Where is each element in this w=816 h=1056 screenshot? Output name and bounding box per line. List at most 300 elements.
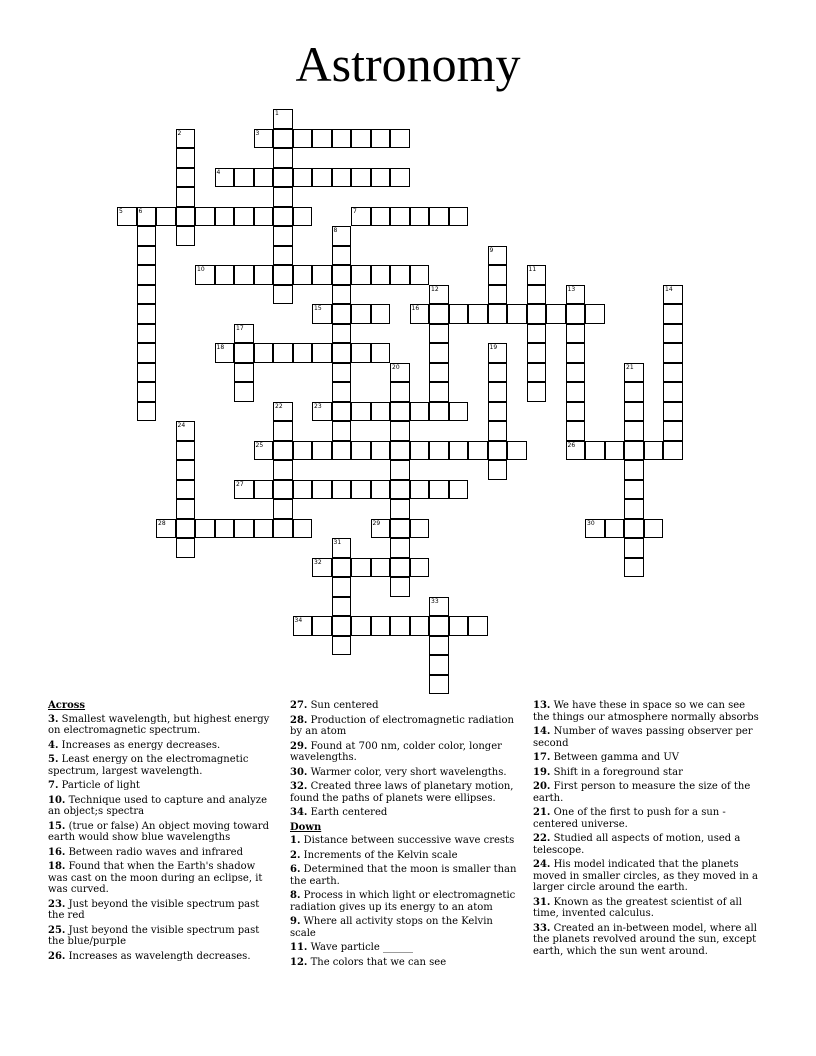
down-clue <box>533 700 763 723</box>
grid-cell[interactable] <box>663 304 683 324</box>
grid-cell[interactable] <box>215 207 235 227</box>
clue-number-label: 12 <box>431 285 439 293</box>
clue-number: 31. <box>533 896 551 908</box>
across-clue <box>48 951 278 963</box>
grid-cell[interactable] <box>234 363 254 383</box>
grid-cell[interactable] <box>390 499 410 519</box>
grid-cell[interactable] <box>449 207 469 227</box>
grid-cell[interactable] <box>254 343 274 363</box>
grid-cell[interactable] <box>429 382 449 402</box>
grid-cell[interactable] <box>176 129 196 149</box>
grid-cell[interactable] <box>390 168 410 188</box>
grid-cell[interactable] <box>312 129 332 149</box>
grid-cell[interactable] <box>312 265 332 285</box>
grid-cell[interactable] <box>234 382 254 402</box>
grid-cell[interactable] <box>312 558 332 578</box>
grid-cell[interactable] <box>351 441 371 461</box>
grid-cell[interactable] <box>644 441 664 461</box>
clue-text: Increments of the Kelvin scale <box>300 849 458 861</box>
grid-cell[interactable] <box>293 207 313 227</box>
clue-number-label: 10 <box>197 266 205 273</box>
grid-cell[interactable] <box>332 558 352 578</box>
grid-cell[interactable] <box>429 343 449 363</box>
grid-cell[interactable] <box>273 460 293 480</box>
grid-cell[interactable] <box>429 616 449 636</box>
grid-cell[interactable] <box>312 480 332 500</box>
clue-number: 11. <box>290 942 308 953</box>
grid-cell[interactable] <box>488 402 508 422</box>
grid-cell[interactable] <box>566 285 586 305</box>
grid-cell[interactable] <box>566 382 586 402</box>
grid-cell[interactable] <box>273 246 293 266</box>
grid-cell[interactable] <box>449 304 469 324</box>
grid-cell[interactable] <box>176 421 196 441</box>
grid-cell[interactable] <box>468 616 488 636</box>
grid-cell[interactable] <box>351 480 371 500</box>
grid-cell[interactable] <box>351 168 371 188</box>
clue-number: 9. <box>290 916 301 927</box>
clue-number-label: 15 <box>314 305 322 312</box>
grid-cell[interactable] <box>332 538 352 558</box>
across-heading: Across <box>48 700 86 711</box>
grid-cell[interactable] <box>390 441 410 461</box>
grid-cell[interactable] <box>566 421 586 441</box>
grid-cell[interactable] <box>234 168 254 188</box>
grid-cell[interactable] <box>429 655 449 675</box>
grid-cell[interactable] <box>234 519 254 539</box>
clue-number-label: 17 <box>236 324 244 332</box>
grid-cell[interactable] <box>527 265 547 285</box>
grid-cell[interactable] <box>273 148 293 168</box>
grid-cell[interactable] <box>195 519 215 539</box>
grid-cell[interactable] <box>273 226 293 246</box>
grid-cell[interactable] <box>371 265 391 285</box>
grid-cell[interactable] <box>605 519 625 539</box>
grid-cell[interactable] <box>410 519 430 539</box>
grid-cell[interactable] <box>371 558 391 578</box>
grid-cell[interactable] <box>449 402 469 422</box>
grid-cell[interactable] <box>234 480 254 500</box>
grid-cell[interactable] <box>137 285 157 305</box>
grid-cell[interactable] <box>156 519 176 539</box>
clue-text: Smallest wavelength, but highest energy on electromagnetic spectrum. <box>48 713 270 736</box>
grid-cell[interactable] <box>663 324 683 344</box>
grid-cell[interactable] <box>546 304 566 324</box>
grid-cell[interactable] <box>624 402 644 422</box>
clue-text: The colors that we can see <box>307 956 447 968</box>
grid-cell[interactable] <box>390 538 410 558</box>
grid-cell[interactable] <box>390 616 410 636</box>
grid-cell[interactable] <box>137 304 157 324</box>
grid-cell[interactable] <box>137 324 157 344</box>
grid-cell[interactable] <box>351 558 371 578</box>
grid-cell[interactable] <box>663 285 683 305</box>
across-clue <box>290 807 520 819</box>
grid-cell[interactable] <box>566 363 586 383</box>
grid-cell[interactable] <box>234 343 254 363</box>
grid-cell[interactable] <box>332 577 352 597</box>
grid-cell[interactable] <box>215 265 235 285</box>
grid-cell[interactable] <box>293 616 313 636</box>
grid-cell[interactable] <box>137 226 157 246</box>
grid-cell[interactable] <box>624 441 644 461</box>
grid-cell[interactable] <box>117 207 137 227</box>
grid-cell[interactable] <box>176 226 196 246</box>
grid-cell[interactable] <box>371 441 391 461</box>
grid-cell[interactable] <box>624 421 644 441</box>
down-clue <box>533 726 763 749</box>
grid-cell[interactable] <box>566 324 586 344</box>
clue-number: 14. <box>533 726 551 737</box>
across-clue <box>290 715 520 738</box>
grid-cell[interactable] <box>605 441 625 461</box>
grid-cell[interactable] <box>566 343 586 363</box>
clue-number-label: 20 <box>392 363 400 371</box>
grid-cell[interactable] <box>624 363 644 383</box>
grid-cell[interactable] <box>624 519 644 539</box>
across-clue <box>48 754 278 777</box>
grid-cell[interactable] <box>137 382 157 402</box>
grid-cell[interactable] <box>351 402 371 422</box>
grid-cell[interactable] <box>195 265 215 285</box>
grid-cell[interactable] <box>293 265 313 285</box>
grid-cell[interactable] <box>507 304 527 324</box>
grid-cell[interactable] <box>390 363 410 383</box>
grid-cell[interactable] <box>488 441 508 461</box>
grid-cell[interactable] <box>273 343 293 363</box>
grid-cell[interactable] <box>527 285 547 305</box>
grid-cell[interactable] <box>332 402 352 422</box>
grid-cell[interactable] <box>156 207 176 227</box>
down-clue <box>290 850 520 862</box>
clue-number-label: 7 <box>353 207 357 215</box>
grid-cell[interactable] <box>410 558 430 578</box>
grid-cell[interactable] <box>176 207 196 227</box>
grid-cell[interactable] <box>488 343 508 363</box>
grid-cell[interactable] <box>644 519 664 539</box>
grid-cell[interactable] <box>332 616 352 636</box>
grid-cell[interactable] <box>332 421 352 441</box>
clue-text: Created an in-between model, where all the planets revolved around the sun, except earth, which the sun went around. <box>533 922 757 957</box>
grid-cell[interactable] <box>215 343 235 363</box>
grid-cell[interactable] <box>312 304 332 324</box>
grid-cell[interactable] <box>215 519 235 539</box>
across-clue <box>290 700 520 712</box>
grid-cell[interactable] <box>195 207 215 227</box>
down-clue <box>290 864 520 887</box>
grid-cell[interactable] <box>312 616 332 636</box>
grid-cell[interactable] <box>390 129 410 149</box>
grid-cell[interactable] <box>390 558 410 578</box>
grid-cell[interactable] <box>273 480 293 500</box>
grid-cell[interactable] <box>273 129 293 149</box>
grid-cell[interactable] <box>371 168 391 188</box>
clue-number: 21. <box>533 807 551 818</box>
grid-cell[interactable] <box>137 363 157 383</box>
grid-cell[interactable] <box>371 616 391 636</box>
grid-cell[interactable] <box>312 441 332 461</box>
grid-cell[interactable] <box>390 265 410 285</box>
grid-cell[interactable] <box>273 441 293 461</box>
grid-cell[interactable] <box>273 265 293 285</box>
clue-text: Just beyond the visible spectrum past the blue/purple <box>48 924 260 947</box>
grid-cell[interactable] <box>176 480 196 500</box>
grid-cell[interactable] <box>273 421 293 441</box>
grid-cell[interactable] <box>176 187 196 207</box>
grid-cell[interactable] <box>390 382 410 402</box>
clues-column-1 <box>48 700 278 965</box>
grid-cell[interactable] <box>410 480 430 500</box>
grid-cell[interactable] <box>488 460 508 480</box>
grid-cell[interactable] <box>137 246 157 266</box>
grid-cell[interactable] <box>176 441 196 461</box>
grid-cell[interactable] <box>390 460 410 480</box>
grid-cell[interactable] <box>663 343 683 363</box>
grid-cell[interactable] <box>293 168 313 188</box>
grid-cell[interactable] <box>585 519 605 539</box>
grid-cell[interactable] <box>293 343 313 363</box>
grid-cell[interactable] <box>527 304 547 324</box>
across-clue <box>48 780 278 792</box>
clue-number: 34. <box>290 807 308 818</box>
grid-cell[interactable] <box>429 304 449 324</box>
grid-cell[interactable] <box>410 265 430 285</box>
across-clue <box>290 767 520 779</box>
clue-number-label: 21 <box>626 363 634 371</box>
grid-cell[interactable] <box>566 304 586 324</box>
grid-cell[interactable] <box>624 499 644 519</box>
grid-cell[interactable] <box>527 324 547 344</box>
grid-cell[interactable] <box>234 207 254 227</box>
grid-cell[interactable] <box>429 285 449 305</box>
grid-cell[interactable] <box>429 324 449 344</box>
grid-cell[interactable] <box>488 285 508 305</box>
grid-cell[interactable] <box>624 480 644 500</box>
page-title: Astronomy <box>295 36 521 92</box>
grid-cell[interactable] <box>390 480 410 500</box>
clue-number: 29. <box>290 740 308 752</box>
grid-cell[interactable] <box>254 265 274 285</box>
grid-cell[interactable] <box>176 460 196 480</box>
grid-cell[interactable] <box>312 168 332 188</box>
grid-cell[interactable] <box>254 480 274 500</box>
grid-cell[interactable] <box>332 168 352 188</box>
clue-text: Shift in a foreground star <box>550 766 683 778</box>
grid-cell[interactable] <box>429 675 449 695</box>
grid-cell[interactable] <box>371 402 391 422</box>
grid-cell[interactable] <box>332 304 352 324</box>
grid-cell[interactable] <box>488 246 508 266</box>
grid-cell[interactable] <box>371 343 391 363</box>
grid-cell[interactable] <box>312 343 332 363</box>
grid-cell[interactable] <box>624 558 644 578</box>
grid-cell[interactable] <box>429 597 449 617</box>
grid-cell[interactable] <box>234 265 254 285</box>
grid-cell[interactable] <box>429 441 449 461</box>
grid-cell[interactable] <box>332 129 352 149</box>
grid-cell[interactable] <box>332 382 352 402</box>
grid-cell[interactable] <box>390 519 410 539</box>
clue-text: Between gamma and UV <box>550 752 679 763</box>
grid-cell[interactable] <box>332 324 352 344</box>
grid-cell[interactable] <box>429 480 449 500</box>
grid-cell[interactable] <box>468 441 488 461</box>
grid-cell[interactable] <box>137 265 157 285</box>
grid-cell[interactable] <box>293 480 313 500</box>
clue-number: 22. <box>533 833 551 844</box>
grid-cell[interactable] <box>488 382 508 402</box>
grid-cell[interactable] <box>351 129 371 149</box>
grid-cell[interactable] <box>410 616 430 636</box>
clue-number-label: 2 <box>177 129 182 137</box>
grid-cell[interactable] <box>254 168 274 188</box>
grid-cell[interactable] <box>351 265 371 285</box>
grid-cell[interactable] <box>137 402 157 422</box>
grid-cell[interactable] <box>527 343 547 363</box>
grid-cell[interactable] <box>332 480 352 500</box>
grid-cell[interactable] <box>429 402 449 422</box>
grid-cell[interactable] <box>332 343 352 363</box>
grid-cell[interactable] <box>371 519 391 539</box>
grid-cell[interactable] <box>663 363 683 383</box>
clue-number-label: 34 <box>294 617 303 624</box>
clue-number: 1. <box>290 835 301 846</box>
clue-text: Increases as energy decreases. <box>58 739 221 751</box>
grid-cell[interactable] <box>332 285 352 305</box>
clue-text: Number of waves passing observer per second <box>533 726 753 749</box>
clue-number-label: 32 <box>314 558 322 566</box>
grid-cell[interactable] <box>234 324 254 344</box>
clue-number-label: 4 <box>216 168 221 176</box>
grid-cell[interactable] <box>332 363 352 383</box>
grid-cell[interactable] <box>137 343 157 363</box>
grid-cell[interactable] <box>176 168 196 188</box>
grid-cell[interactable] <box>429 636 449 656</box>
grid-cell[interactable] <box>273 285 293 305</box>
grid-cell[interactable] <box>488 363 508 383</box>
grid-cell[interactable] <box>332 226 352 246</box>
down-clue <box>533 897 763 920</box>
clue-number: 15. <box>48 820 66 832</box>
grid-cell[interactable] <box>624 538 644 558</box>
grid-cell[interactable] <box>663 382 683 402</box>
grid-cell[interactable] <box>449 441 469 461</box>
clue-text: First person to measure the size of the earth. <box>533 781 751 804</box>
grid-cell[interactable] <box>663 421 683 441</box>
grid-cell[interactable] <box>624 382 644 402</box>
grid-cell[interactable] <box>176 148 196 168</box>
grid-cell[interactable] <box>468 304 488 324</box>
grid-cell[interactable] <box>663 441 683 461</box>
grid-cell[interactable] <box>273 519 293 539</box>
clue-number: 32. <box>290 781 308 792</box>
clue-number: 20. <box>533 781 551 792</box>
grid-cell[interactable] <box>429 363 449 383</box>
grid-cell[interactable] <box>624 460 644 480</box>
grid-cell[interactable] <box>254 519 274 539</box>
grid-cell[interactable] <box>293 129 313 149</box>
grid-cell[interactable] <box>371 304 391 324</box>
clue-text: Created three laws of planetary motion, found the paths of planets were ellipses. <box>290 781 514 804</box>
grid-cell[interactable] <box>332 265 352 285</box>
grid-cell[interactable] <box>371 129 391 149</box>
clue-number-label: 27 <box>236 480 244 488</box>
grid-cell[interactable] <box>312 402 332 422</box>
grid-cell[interactable] <box>351 207 371 227</box>
grid-cell[interactable] <box>215 168 235 188</box>
grid-cell[interactable] <box>351 304 371 324</box>
grid-cell[interactable] <box>273 402 293 422</box>
grid-cell[interactable] <box>390 421 410 441</box>
grid-cell[interactable] <box>507 441 527 461</box>
grid-cell[interactable] <box>429 207 449 227</box>
clue-number-label: 18 <box>216 344 225 351</box>
across-clue <box>48 899 278 922</box>
grid-cell[interactable] <box>293 441 313 461</box>
grid-cell[interactable] <box>449 480 469 500</box>
grid-cell[interactable] <box>527 363 547 383</box>
grid-cell[interactable] <box>488 265 508 285</box>
grid-cell[interactable] <box>663 402 683 422</box>
grid-cell[interactable] <box>488 304 508 324</box>
grid-cell[interactable] <box>351 343 371 363</box>
clue-text: Just beyond the visible spectrum past the red <box>48 898 260 921</box>
grid-cell[interactable] <box>371 207 391 227</box>
clue-number-label: 6 <box>138 207 143 215</box>
clue-number-label: 9 <box>489 246 494 254</box>
grid-cell[interactable] <box>390 402 410 422</box>
grid-cell[interactable] <box>566 441 586 461</box>
grid-cell[interactable] <box>585 441 605 461</box>
grid-cell[interactable] <box>527 382 547 402</box>
grid-cell[interactable] <box>390 207 410 227</box>
grid-cell[interactable] <box>410 304 430 324</box>
grid-cell[interactable] <box>254 207 274 227</box>
down-clue <box>290 835 520 847</box>
grid-cell[interactable] <box>273 109 293 129</box>
grid-cell[interactable] <box>176 538 196 558</box>
grid-cell[interactable] <box>410 441 430 461</box>
grid-cell[interactable] <box>273 207 293 227</box>
grid-cell[interactable] <box>332 441 352 461</box>
grid-cell[interactable] <box>351 616 371 636</box>
grid-cell[interactable] <box>410 207 430 227</box>
grid-cell[interactable] <box>176 499 196 519</box>
across-clue <box>48 795 278 818</box>
grid-cell[interactable] <box>332 246 352 266</box>
down-clue <box>533 807 763 830</box>
grid-cell[interactable] <box>332 636 352 656</box>
grid-cell[interactable] <box>137 207 157 227</box>
grid-cell[interactable] <box>332 597 352 617</box>
grid-cell[interactable] <box>176 519 196 539</box>
grid-cell[interactable] <box>273 499 293 519</box>
grid-cell[interactable] <box>254 441 274 461</box>
grid-cell[interactable] <box>254 129 274 149</box>
grid-cell[interactable] <box>371 480 391 500</box>
grid-cell[interactable] <box>273 168 293 188</box>
grid-cell[interactable] <box>390 577 410 597</box>
grid-cell[interactable] <box>488 421 508 441</box>
grid-cell[interactable] <box>293 519 313 539</box>
grid-cell[interactable] <box>566 402 586 422</box>
clue-number-label: 13 <box>567 285 576 293</box>
grid-cell[interactable] <box>449 616 469 636</box>
grid-cell[interactable] <box>273 187 293 207</box>
grid-cell[interactable] <box>585 304 605 324</box>
across-clue <box>290 781 520 804</box>
grid-cell[interactable] <box>410 402 430 422</box>
